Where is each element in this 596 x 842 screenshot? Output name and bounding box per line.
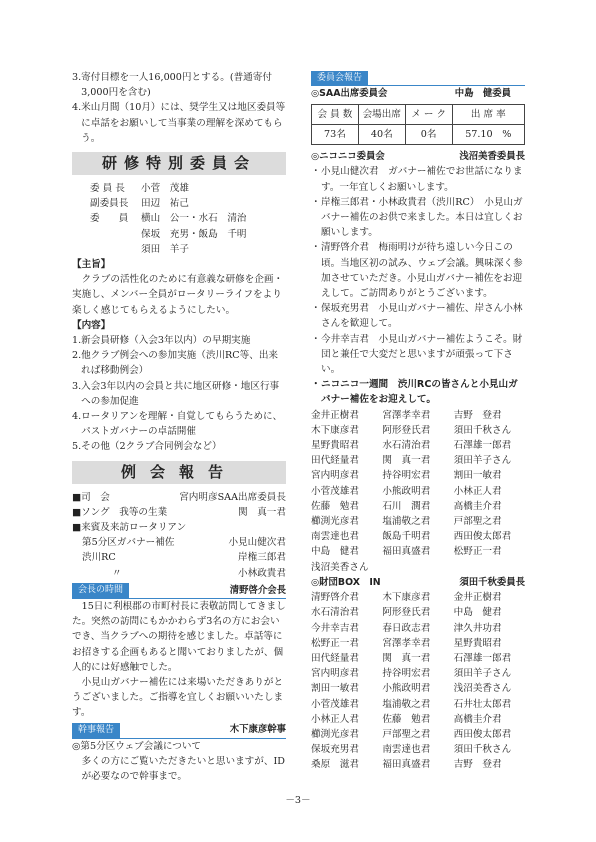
table-cell: 0名 — [405, 125, 452, 145]
member-name: 吉野 登君 — [453, 759, 502, 771]
member-name: 石川 潤君 — [382, 500, 431, 512]
list-item: ・ ニコニコ一週間 渋川RCの皆さんと小見山ガバナー補佐をお迎えして。 — [311, 377, 525, 407]
roster-names: 横山 公一・水石 清治 — [141, 213, 247, 225]
member-name: 西田俊太郎君 — [453, 531, 512, 543]
item-number: 1. — [72, 335, 82, 347]
member-name: 保坂充男君 — [311, 744, 359, 756]
committee-title: ◎ニコニコ委員会 — [311, 151, 385, 163]
member-name: 石井壮太郎君 — [453, 698, 512, 710]
meeting-row — [72, 505, 286, 520]
table-cell: 40名 — [358, 125, 405, 145]
meeting-row — [72, 490, 286, 505]
member-name: 宮内明彦君 — [311, 470, 359, 482]
item-text: ロータリアンを理解・自覚してもらうために、パストガバナーの卓話開催 — [81, 411, 283, 438]
table-row — [312, 125, 525, 145]
training-roster — [72, 181, 286, 257]
item-text: 入会3年以内の会員と共に地区研修・地区行事への参加促進 — [81, 380, 280, 407]
meeting-row-value: 宮内明彦SAA出席委員長 — [179, 491, 286, 503]
member-name: 水石清治君 — [382, 440, 431, 452]
member-name: 持谷明宏君 — [382, 668, 431, 680]
president-paragraph: 小見山ガバナー補佐には来場いただきありがとうございました。ご指導を宜しくお願いいたします。 — [72, 676, 284, 719]
page-number: －3－ — [285, 795, 311, 806]
table-header-row — [312, 105, 525, 125]
member-name: 宮澤孝幸君 — [382, 637, 431, 649]
member-name: 田代経量君 — [311, 652, 359, 664]
item-text: 他クラブ例会への参加実施（渋川RC等、出来れば移動例会） — [81, 350, 279, 377]
content-item — [72, 379, 286, 409]
table-cell: 73名 — [312, 125, 359, 145]
member-name: 石澤雄一郎君 — [453, 652, 512, 664]
meeting-row-label: 渋川RC — [82, 552, 116, 564]
member-name: 福田真盛君 — [382, 546, 431, 558]
member-name: 阿形登氏君 — [382, 424, 431, 436]
member-name: 須田千秋さん — [453, 424, 512, 436]
member-name: 金井正樹君 — [311, 409, 359, 421]
table-header-cell: 会場出席 — [358, 105, 405, 125]
list-item: ・ 今井幸吉君 小見山ガバナー補佐ようこそ。財団と兼任で大変だと思いますが頑張って下さい。 — [311, 332, 525, 378]
roster-names: 田辺 祐己 — [141, 198, 189, 210]
member-name: 櫛渕光彦君 — [311, 516, 359, 528]
table-header-cell: 会 員 数 — [312, 105, 359, 125]
meeting-row — [72, 550, 286, 565]
member-name: 南雲達也君 — [311, 531, 359, 543]
member-name: 宮内明彦君 — [311, 668, 359, 680]
meeting-row — [72, 566, 286, 581]
member-name: 桑原 滋君 — [311, 759, 359, 771]
table-header-cell: メ ー ク — [405, 105, 452, 125]
president-paragraph: 15日に利根郡の市町村長に表敬訪問してきました。突然の訪問にもかかわらず3名の方にお会いでき、当クラブへの期待を感じました。卓話等にお招きする企画もあると聞いておりましたが、個人的には好感触でした。 — [72, 600, 286, 673]
meeting-row-value: 岸権三郎君 — [238, 552, 286, 564]
intro-item — [72, 70, 286, 100]
item-text: その他（2クラブ合同例会など） — [81, 441, 222, 453]
member-name: 塩浦敬之君 — [382, 516, 431, 528]
content-item — [72, 348, 286, 378]
member-name: 清野啓介君 — [311, 592, 359, 604]
roster-role: 委 員 — [90, 213, 129, 225]
content-item — [72, 409, 286, 439]
list-item: ・ 清野啓介君 梅雨明けが待ち遠しい今日この頃。当地区初の試み、ウェブ会議。興味深く参加させていただき。小見山ガバナー補佐をお迎えして。ご訪問ありがとうございます。 — [311, 240, 525, 301]
committee-chair: 中島 健委員 — [454, 88, 511, 99]
niconico-committee-header — [311, 149, 525, 164]
member-name: 田代経量君 — [311, 455, 359, 467]
secretary-line: ◎第5分区ウェブ会議について — [72, 740, 202, 752]
member-name: 小林正人君 — [453, 485, 502, 497]
member-name: 津久井功君 — [453, 622, 502, 634]
roster-row — [90, 196, 286, 211]
meeting-report-heading: 例会報告 — [72, 461, 286, 484]
content-list — [72, 333, 286, 455]
member-name: 金井正樹君 — [453, 592, 502, 604]
member-name: 松野正一君 — [311, 637, 359, 649]
section-tag: 幹事報告 — [72, 723, 120, 738]
meeting-row-value: 小林政貴君 — [238, 567, 286, 579]
member-name: 浅沼美香さん — [311, 561, 369, 573]
table-header-cell: 出 席 率 — [452, 105, 524, 125]
roster-role — [90, 227, 141, 242]
roster-names: 保坂 充男・飯島 千明 — [141, 228, 247, 240]
purpose-label: 【主旨】 — [72, 259, 111, 271]
list-item-text: 今井幸吉君 小見山ガバナー補佐ようこそ。財団と兼任で大変だと思いますが頑張って下さい。 — [321, 333, 523, 376]
member-name: 佐藤 勉君 — [311, 500, 359, 512]
list-item-text: 清野啓介君 梅雨明けが待ち遠しい今日この頃。当地区初の試み、ウェブ会議。興味深く参加させていただき。小見山ガバナー補佐をお迎えして。ご訪問ありがとうございます。 — [321, 242, 523, 300]
member-name: 小菅茂雄君 — [311, 698, 359, 710]
speaker-name: 清野啓介会長 — [229, 584, 286, 596]
niconico-list — [311, 164, 525, 407]
left-column — [72, 70, 286, 784]
meeting-report-list — [72, 490, 286, 581]
foundation-names-grid — [311, 590, 525, 772]
list-item: ・ 小見山健次君 ガバナー補佐でお世話になります。一年宜しくお願いします。 — [311, 164, 525, 194]
secretary-report-bar — [72, 723, 286, 739]
president-time-bar — [72, 583, 286, 599]
list-item: ・ 岸権三郎君・小林政貴君（渋川RC） 小見山ガバナー補佐のお供で来ました。本日は宜しくお願いします。 — [311, 195, 525, 241]
member-name: 戸部聖之君 — [453, 516, 502, 528]
member-name: 水石清治君 — [311, 607, 359, 619]
member-name: 高橋圭介君 — [453, 713, 502, 725]
member-name: 飯島千明君 — [382, 531, 431, 543]
member-name: 星野貴昭君 — [311, 440, 359, 452]
member-name: 佐藤 勉君 — [382, 713, 431, 725]
roster-row — [90, 211, 286, 226]
committee-title: ◎SAA出席委員会 — [311, 88, 388, 99]
roster-names: 小菅 茂雄 — [141, 183, 189, 195]
committee-title: ◎財団BOX IN — [311, 576, 381, 588]
member-name: 木下康彦君 — [382, 592, 431, 604]
section-tag: 会長の時間 — [72, 583, 129, 598]
table-cell: 57.10 % — [452, 125, 524, 145]
roster-names: 須田 羊子 — [141, 243, 189, 255]
committee-chair: 須田千秋委員長 — [459, 576, 525, 588]
speaker-name: 木下康彦幹事 — [229, 724, 286, 736]
member-name: 石澤雄一郎君 — [453, 440, 512, 452]
item-number: 3. — [72, 72, 82, 83]
attendance-table — [311, 104, 525, 145]
member-name: 今井幸吉君 — [311, 622, 359, 634]
roster-role: 委 員 長 — [90, 183, 125, 195]
meeting-row-label: 第5分区ガバナー補佐 — [82, 537, 175, 549]
item-number: 4. — [72, 102, 82, 114]
member-name: 阿形登氏君 — [382, 607, 431, 619]
committee-tag-bar — [311, 70, 525, 85]
item-text: 寄付目標を一人16,000円とする。(普通寄付3,000円を含む) — [81, 72, 272, 99]
saa-committee-header — [311, 85, 525, 101]
meeting-row-value: 関 真一君 — [238, 506, 286, 518]
member-name: 星野貴昭君 — [453, 637, 502, 649]
meeting-row-label: ■来賓及来訪ロータリアン — [72, 522, 187, 534]
member-name: 小熊政明君 — [382, 683, 431, 695]
member-name: 関 真一君 — [382, 455, 431, 467]
member-name: 櫛渕光彦君 — [311, 728, 359, 740]
member-name: 戸部聖之君 — [382, 728, 431, 740]
member-name: 高橋圭介君 — [453, 500, 502, 512]
member-name: 小林正人君 — [311, 713, 359, 725]
member-name: 木下康彦君 — [311, 424, 359, 436]
member-name: 関 真一君 — [382, 652, 431, 664]
list-item: ・ 保坂充男君 小見山ガバナー補佐、岸さん小林さんを歓迎して。 — [311, 301, 525, 331]
right-column — [311, 70, 525, 773]
item-text: 新会員研修（入会3年以内）の早期実施 — [81, 335, 251, 347]
meeting-row-value: 小見山健次君 — [228, 537, 286, 549]
item-number: 5. — [72, 441, 82, 453]
member-name: 吉野 登君 — [453, 409, 502, 421]
roster-row — [90, 227, 286, 242]
meeting-row — [72, 520, 286, 535]
member-name: 須田羊子さん — [453, 455, 512, 467]
member-name: 松野正一君 — [453, 546, 502, 558]
member-name: 須田千秋さん — [453, 744, 512, 756]
training-committee-heading: 研修特別委員会 — [72, 152, 286, 175]
section-tag: 委員会報告 — [311, 71, 368, 86]
member-name: 春日政志君 — [382, 622, 431, 634]
member-name: 塩浦敬之君 — [382, 698, 431, 710]
item-number: 2. — [72, 350, 82, 362]
intro-item — [72, 100, 286, 146]
secretary-line: 多くの方にご覧いただきたいと思いますが、IDが必要なので幹事まで。 — [81, 755, 285, 782]
roster-row — [90, 181, 286, 196]
meeting-row-label: 〃 — [112, 567, 122, 579]
roster-row — [90, 242, 286, 257]
member-name: 中島 健君 — [311, 546, 359, 558]
content-item — [72, 439, 286, 454]
member-name: 割田一敏君 — [453, 470, 502, 482]
member-name: 浅沼美香さん — [453, 683, 512, 695]
roster-role: 副委員長 — [90, 198, 129, 210]
content-label: 【内容】 — [72, 319, 111, 331]
member-name: 南雲達也君 — [382, 744, 431, 756]
item-number: 4. — [72, 411, 82, 423]
item-number: 3. — [72, 380, 82, 392]
member-name: 西田俊太郎君 — [453, 728, 512, 740]
member-name: 宮澤孝幸君 — [382, 409, 431, 421]
list-item-text: 岸権三郎君・小林政貴君（渋川RC） 小見山ガバナー補佐のお供で来ました。本日は宜しくお願いします。 — [321, 196, 523, 239]
member-name: 中島 健君 — [453, 607, 502, 619]
committee-chair: 浅沼美香委員長 — [459, 151, 525, 163]
meeting-row-label: ■司 会 — [72, 491, 110, 503]
intro-list — [72, 70, 286, 146]
item-text: 米山月間（10月）には、奨学生又は地区委員等に卓話をお願いして当事業の理解を深めてもらう。 — [81, 102, 286, 144]
list-item-text: 保坂充男君 小見山ガバナー補佐、岸さん小林さんを歓迎して。 — [321, 303, 523, 330]
member-name: 小菅茂雄君 — [311, 485, 359, 497]
foundation-box-header — [311, 575, 525, 590]
member-name: 小熊政明君 — [382, 485, 431, 497]
member-name: 割田一敏君 — [311, 683, 359, 695]
purpose-text: クラブの活性化のために有意義な研修を企画・実施し、メンバー全員がロータリーライフをより楽しく感じてもらえるようにしたい。 — [72, 274, 284, 316]
list-item-text: ニコニコ一週間 渋川RCの皆さんと小見山ガバナー補佐をお迎えして。 — [321, 379, 518, 406]
meeting-row — [72, 535, 286, 550]
roster-role — [90, 242, 141, 257]
member-name: 須田羊子さん — [453, 668, 512, 680]
meeting-row-label: ■ソング 我等の生業 — [72, 506, 168, 518]
niconico-names-grid — [311, 408, 525, 575]
member-name: 福田真盛君 — [382, 759, 431, 771]
content-item — [72, 333, 286, 348]
list-item-text: 小見山健次君 ガバナー補佐でお世話になります。一年宜しくお願いします。 — [321, 166, 523, 193]
member-name: 持谷明宏君 — [382, 470, 431, 482]
